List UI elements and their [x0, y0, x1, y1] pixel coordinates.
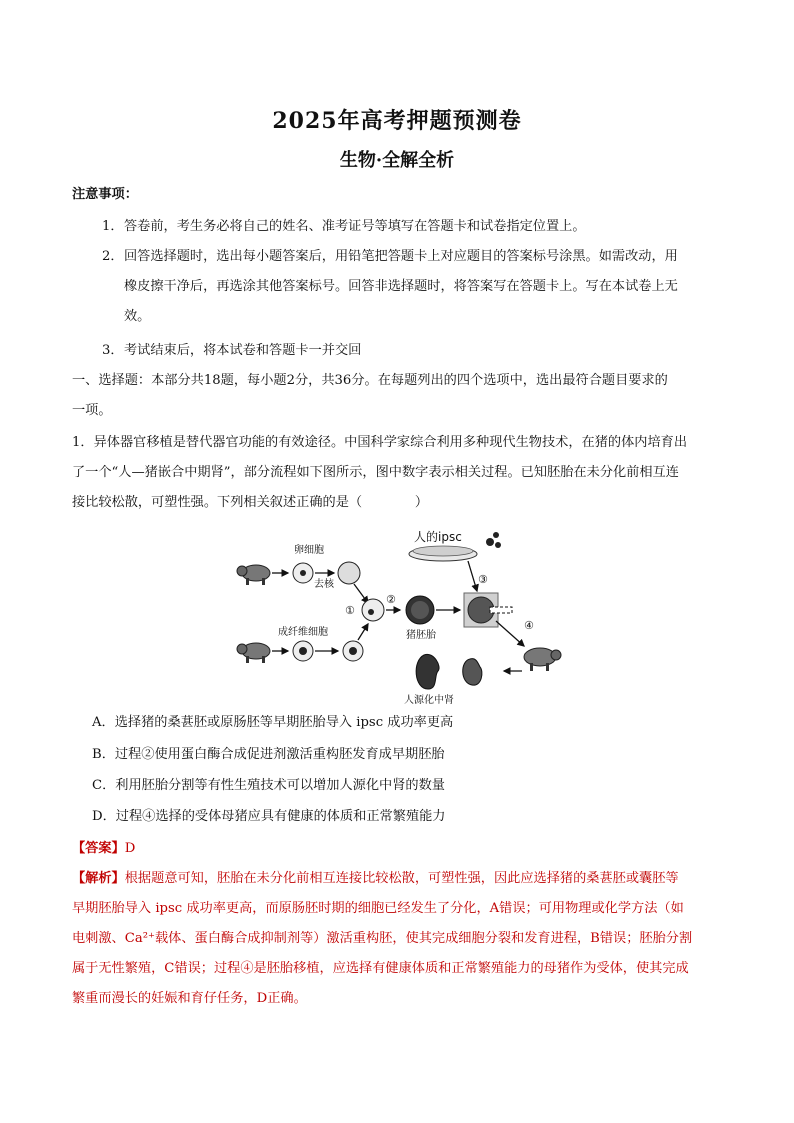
notice-item-number: 3． [102, 343, 124, 358]
label-step-4: ④ [524, 619, 534, 632]
label-step-2: ② [386, 593, 396, 606]
analysis-tag: 【解析】 [72, 871, 125, 886]
kidney-icon [416, 654, 482, 689]
pig-icon [524, 648, 561, 671]
notice-item-text: 考试结束后，将本试卷和答题卡一并交回 [124, 343, 362, 358]
notice-item-2 [102, 242, 678, 272]
answer-tag: 【答案】 [72, 841, 125, 856]
section-line: 一、选择题：本部分共18题，每小题2分，共36分。在每题列出的四个选项中，选出最符合题目要求的 [72, 373, 668, 388]
analysis-text: 根据题意可知，胚胎在未分化前相互连接比较松散，可塑性强，因此应选择猪的桑葚胚或囊胚等 [124, 871, 679, 886]
option-a: A．选择猪的桑葚胚或原肠胚等早期胚胎导入 ipsc 成功率更高 [92, 715, 454, 730]
section-heading [72, 366, 724, 426]
label-step-1: ① [345, 604, 355, 617]
page-subtitle: 生物·全解全析 [339, 150, 455, 171]
label-egg: 卵细胞 [294, 545, 324, 556]
option-b: B．过程②使用蛋白酶合成促进剂激活重构胚发育成早期胚胎 [92, 747, 445, 762]
notice-item-text: 答卷前，考生务必将自己的姓名、准考证号等填写在答题卡和试卷指定位置上。 [124, 219, 586, 234]
notice-item-3 [102, 336, 361, 366]
pig-icon [237, 643, 270, 663]
label-ipsc: 人的ipsc [414, 530, 462, 544]
label-pig-embryo: 猪胚胎 [406, 630, 436, 641]
notice-heading: 注意事项： [72, 187, 138, 202]
page-title: 2025年高考押题预测卷 [272, 108, 522, 134]
label-enucleate: 去核 [314, 579, 334, 590]
answer-value: D [124, 841, 136, 856]
analysis-line: 早期胚胎导入 ipsc 成功率更高，而原肠胚时期的细胞已经发生了分化，A错误；可用物理或化学方法（如 [72, 901, 684, 916]
notice-item-number: 2． [102, 249, 124, 264]
notice-item-number: 1． [102, 219, 124, 234]
process-diagram [228, 521, 568, 707]
notice-item-2-cont: 橡皮擦干净后，再选涂其他答案标号。回答非选择题时，将答案写在答题卡上。写在本试卷上无 [124, 279, 678, 294]
option-d: D．过程④选择的受体母猪应具有健康的体质和正常繁殖能力 [92, 809, 446, 824]
label-fibroblast: 成纤维细胞 [278, 627, 328, 638]
analysis-line: 繁重而漫长的妊娠和育仔任务，D正确。 [72, 991, 307, 1006]
option-c: C．利用胚胎分割等有性生殖技术可以增加人源化中肾的数量 [92, 778, 445, 793]
section-line: 一项。 [72, 403, 112, 418]
notice-item-1 [102, 212, 586, 242]
label-step-3: ③ [478, 573, 488, 586]
analysis-block [72, 864, 724, 1014]
analysis-line: 电刺激、Ca²⁺载体、蛋白酶合成抑制剂等）激活重构胚，使其完成细胞分裂和发育进程，B错误；胚胎分割 [72, 931, 693, 946]
analysis-line: 属于无性繁殖，C错误；过程④是胚胎移植，应选择有健康体质和正常繁殖能力的母猪作为受体，使其完成 [72, 961, 689, 976]
question-line: 接比较松散，可塑性强。下列相关叙述正确的是（ ） [72, 495, 429, 510]
label-kidney: 人源化中肾 [404, 695, 454, 706]
question-stem [72, 428, 724, 518]
analysis-line [72, 864, 724, 894]
question-line: 了一个“人—猪嵌合中期肾”，部分流程如下图所示，图中数字表示相关过程。已知胚胎在未分化前相互连 [72, 465, 679, 480]
pig-icon [237, 565, 270, 585]
answer-line [72, 834, 724, 864]
notice-item-2-cont: 效。 [124, 309, 151, 324]
notice-item-text: 回答选择题时，选出每小题答案后，用铅笔把答题卡上对应题目的答案标号涂黑。如需改动，用 [124, 249, 678, 264]
question-line: 1．异体器官移植是替代器官功能的有效途径。中国科学家综合利用多种现代生物技术，在猪的体内培育出 [72, 435, 688, 450]
